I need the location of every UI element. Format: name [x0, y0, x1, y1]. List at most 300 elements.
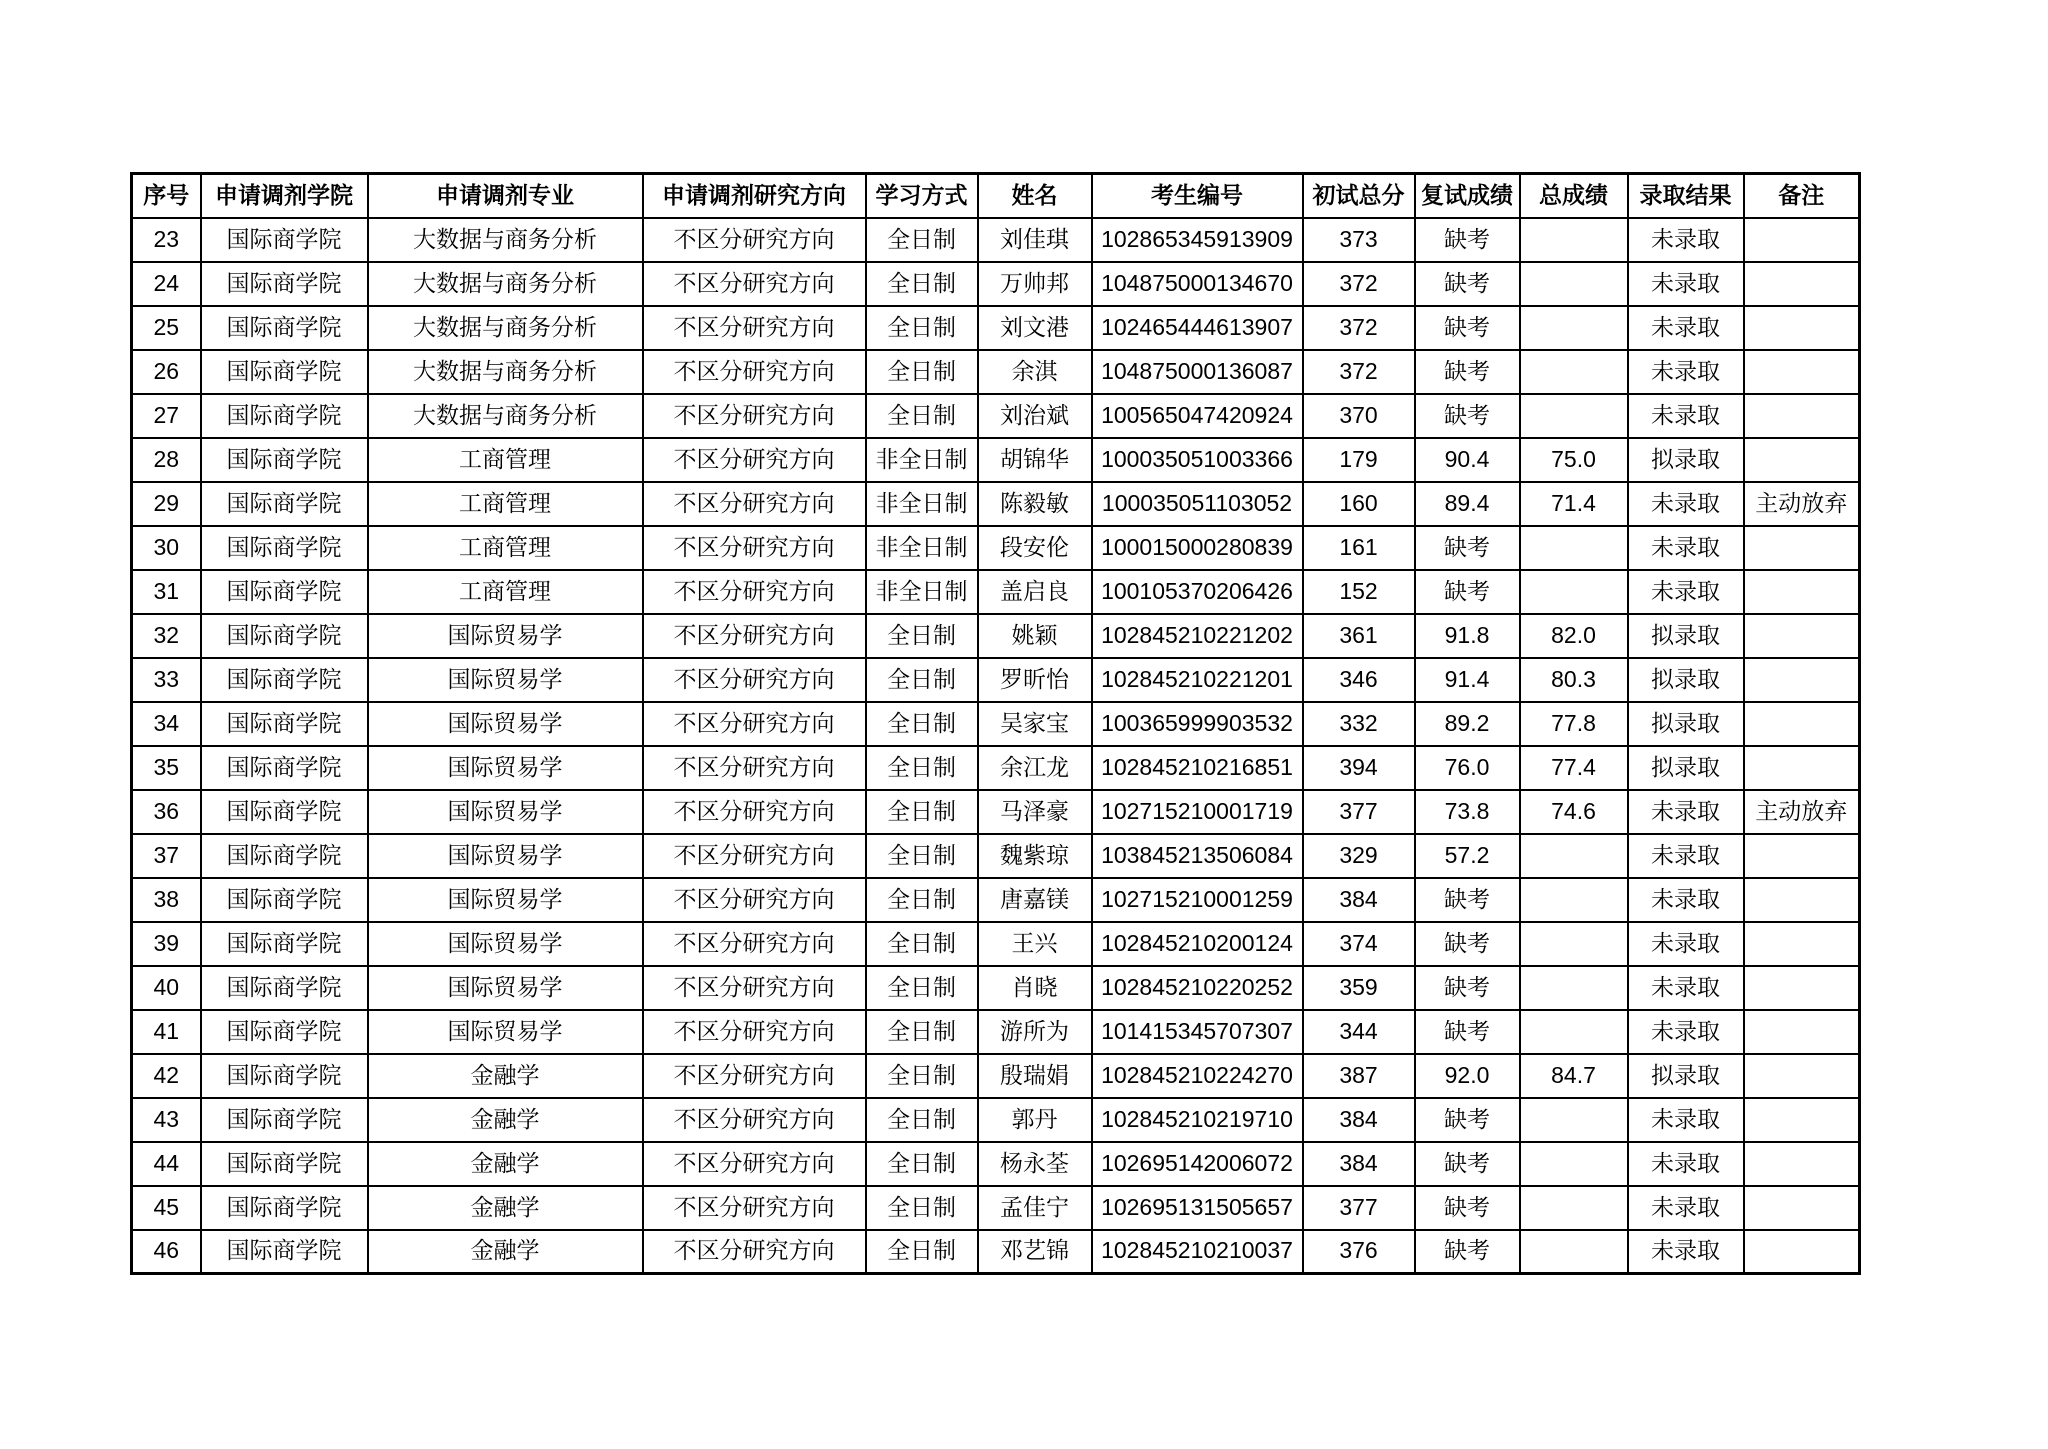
total-score-cell: 77.8 — [1520, 702, 1628, 746]
research-direction-cell: 不区分研究方向 — [643, 1230, 866, 1274]
college-cell: 国际商学院 — [201, 966, 368, 1010]
research-direction-cell: 不区分研究方向 — [643, 218, 866, 262]
candidate-name-cell: 游所为 — [978, 1010, 1092, 1054]
remark-cell — [1744, 922, 1860, 966]
candidate-name-cell: 刘文港 — [978, 306, 1092, 350]
college-cell: 国际商学院 — [201, 834, 368, 878]
initial-score-cell: 329 — [1303, 834, 1415, 878]
initial-score-cell: 152 — [1303, 570, 1415, 614]
candidate-id-cell: 102845210221201 — [1092, 658, 1303, 702]
candidate-id-cell: 100035051103052 — [1092, 482, 1303, 526]
major-cell: 国际贸易学 — [368, 614, 643, 658]
retest-score-cell: 76.0 — [1415, 746, 1520, 790]
retest-score-cell: 缺考 — [1415, 1230, 1520, 1274]
candidate-id-cell: 102845210216851 — [1092, 746, 1303, 790]
major-cell: 国际贸易学 — [368, 922, 643, 966]
candidate-id-cell: 102845210200124 — [1092, 922, 1303, 966]
header-serial-number: 序号 — [132, 174, 201, 218]
candidate-name-cell: 余江龙 — [978, 746, 1092, 790]
total-score-cell — [1520, 306, 1628, 350]
major-cell: 国际贸易学 — [368, 746, 643, 790]
retest-score-cell: 92.0 — [1415, 1054, 1520, 1098]
retest-score-cell: 缺考 — [1415, 1142, 1520, 1186]
college-cell: 国际商学院 — [201, 1230, 368, 1274]
college-cell: 国际商学院 — [201, 658, 368, 702]
candidate-id-cell: 102845210221202 — [1092, 614, 1303, 658]
research-direction-cell: 不区分研究方向 — [643, 1186, 866, 1230]
row-number-cell: 24 — [132, 262, 201, 306]
study-mode-cell: 全日制 — [866, 658, 978, 702]
table-row — [132, 526, 1860, 570]
retest-score-cell: 89.2 — [1415, 702, 1520, 746]
total-score-cell — [1520, 878, 1628, 922]
table-row — [132, 658, 1860, 702]
research-direction-cell: 不区分研究方向 — [643, 1142, 866, 1186]
total-score-cell — [1520, 1142, 1628, 1186]
row-number-cell: 23 — [132, 218, 201, 262]
retest-score-cell: 缺考 — [1415, 966, 1520, 1010]
table-row — [132, 482, 1860, 526]
admission-result-cell: 未录取 — [1628, 350, 1744, 394]
table-row — [132, 438, 1860, 482]
candidate-id-cell: 102845210220252 — [1092, 966, 1303, 1010]
major-cell: 工商管理 — [368, 570, 643, 614]
total-score-cell — [1520, 1010, 1628, 1054]
admission-result-cell: 未录取 — [1628, 218, 1744, 262]
college-cell: 国际商学院 — [201, 482, 368, 526]
research-direction-cell: 不区分研究方向 — [643, 658, 866, 702]
row-number-cell: 30 — [132, 526, 201, 570]
table-row — [132, 878, 1860, 922]
candidate-id-cell: 102695131505657 — [1092, 1186, 1303, 1230]
admission-result-cell: 未录取 — [1628, 1142, 1744, 1186]
study-mode-cell: 非全日制 — [866, 482, 978, 526]
total-score-cell: 84.7 — [1520, 1054, 1628, 1098]
row-number-cell: 41 — [132, 1010, 201, 1054]
total-score-cell: 80.3 — [1520, 658, 1628, 702]
candidate-id-cell: 102845210219710 — [1092, 1098, 1303, 1142]
table-row — [132, 350, 1860, 394]
header-row — [132, 174, 1860, 218]
row-number-cell: 29 — [132, 482, 201, 526]
remark-cell: 主动放弃 — [1744, 482, 1860, 526]
table-row — [132, 614, 1860, 658]
total-score-cell: 82.0 — [1520, 614, 1628, 658]
row-number-cell: 36 — [132, 790, 201, 834]
major-cell: 金融学 — [368, 1186, 643, 1230]
table-row — [132, 966, 1860, 1010]
major-cell: 大数据与商务分析 — [368, 350, 643, 394]
major-cell: 金融学 — [368, 1054, 643, 1098]
total-score-cell: 71.4 — [1520, 482, 1628, 526]
admission-result-cell: 拟录取 — [1628, 438, 1744, 482]
total-score-cell — [1520, 1098, 1628, 1142]
admission-result-cell: 未录取 — [1628, 306, 1744, 350]
college-cell: 国际商学院 — [201, 1054, 368, 1098]
major-cell: 国际贸易学 — [368, 966, 643, 1010]
admission-result-cell: 未录取 — [1628, 526, 1744, 570]
major-cell: 大数据与商务分析 — [368, 394, 643, 438]
retest-score-cell: 缺考 — [1415, 262, 1520, 306]
table-row — [132, 746, 1860, 790]
initial-score-cell: 344 — [1303, 1010, 1415, 1054]
study-mode-cell: 全日制 — [866, 1098, 978, 1142]
initial-score-cell: 376 — [1303, 1230, 1415, 1274]
header-retest-score: 复试成绩 — [1415, 174, 1520, 218]
row-number-cell: 42 — [132, 1054, 201, 1098]
study-mode-cell: 全日制 — [866, 1230, 978, 1274]
candidate-name-cell: 陈毅敏 — [978, 482, 1092, 526]
research-direction-cell: 不区分研究方向 — [643, 570, 866, 614]
remark-cell — [1744, 702, 1860, 746]
research-direction-cell: 不区分研究方向 — [643, 702, 866, 746]
research-direction-cell: 不区分研究方向 — [643, 1098, 866, 1142]
row-number-cell: 32 — [132, 614, 201, 658]
candidate-name-cell: 刘治斌 — [978, 394, 1092, 438]
initial-score-cell: 372 — [1303, 350, 1415, 394]
candidate-id-cell: 102865345913909 — [1092, 218, 1303, 262]
candidate-name-cell: 段安伦 — [978, 526, 1092, 570]
table-row — [132, 1230, 1860, 1274]
major-cell: 工商管理 — [368, 482, 643, 526]
row-number-cell: 35 — [132, 746, 201, 790]
major-cell: 金融学 — [368, 1230, 643, 1274]
remark-cell — [1744, 1054, 1860, 1098]
total-score-cell — [1520, 1230, 1628, 1274]
candidate-name-cell: 郭丹 — [978, 1098, 1092, 1142]
major-cell: 大数据与商务分析 — [368, 306, 643, 350]
initial-score-cell: 161 — [1303, 526, 1415, 570]
header-major: 申请调剂专业 — [368, 174, 643, 218]
college-cell: 国际商学院 — [201, 262, 368, 306]
row-number-cell: 25 — [132, 306, 201, 350]
admission-result-cell: 未录取 — [1628, 1098, 1744, 1142]
row-number-cell: 26 — [132, 350, 201, 394]
table-row — [132, 834, 1860, 878]
row-number-cell: 28 — [132, 438, 201, 482]
header-candidate-id: 考生编号 — [1092, 174, 1303, 218]
row-number-cell: 38 — [132, 878, 201, 922]
row-number-cell: 40 — [132, 966, 201, 1010]
study-mode-cell: 全日制 — [866, 394, 978, 438]
remark-cell — [1744, 1010, 1860, 1054]
total-score-cell: 74.6 — [1520, 790, 1628, 834]
admission-result-cell: 未录取 — [1628, 394, 1744, 438]
initial-score-cell: 384 — [1303, 878, 1415, 922]
college-cell: 国际商学院 — [201, 570, 368, 614]
admission-result-cell: 未录取 — [1628, 1186, 1744, 1230]
major-cell: 金融学 — [368, 1098, 643, 1142]
initial-score-cell: 377 — [1303, 1186, 1415, 1230]
candidate-name-cell: 王兴 — [978, 922, 1092, 966]
study-mode-cell: 全日制 — [866, 1054, 978, 1098]
header-research-direction: 申请调剂研究方向 — [643, 174, 866, 218]
table-row — [132, 702, 1860, 746]
study-mode-cell: 全日制 — [866, 262, 978, 306]
header-name: 姓名 — [978, 174, 1092, 218]
candidate-name-cell: 唐嘉镁 — [978, 878, 1092, 922]
candidate-name-cell: 万帅邦 — [978, 262, 1092, 306]
remark-cell — [1744, 1230, 1860, 1274]
college-cell: 国际商学院 — [201, 306, 368, 350]
initial-score-cell: 394 — [1303, 746, 1415, 790]
total-score-cell — [1520, 570, 1628, 614]
major-cell: 国际贸易学 — [368, 834, 643, 878]
initial-score-cell: 346 — [1303, 658, 1415, 702]
major-cell: 国际贸易学 — [368, 702, 643, 746]
admission-result-cell: 未录取 — [1628, 1010, 1744, 1054]
row-number-cell: 39 — [132, 922, 201, 966]
remark-cell — [1744, 834, 1860, 878]
total-score-cell — [1520, 526, 1628, 570]
row-number-cell: 46 — [132, 1230, 201, 1274]
study-mode-cell: 全日制 — [866, 746, 978, 790]
candidate-id-cell: 102715210001259 — [1092, 878, 1303, 922]
admission-result-cell: 拟录取 — [1628, 1054, 1744, 1098]
retest-score-cell: 缺考 — [1415, 394, 1520, 438]
candidate-name-cell: 魏紫琼 — [978, 834, 1092, 878]
initial-score-cell: 374 — [1303, 922, 1415, 966]
major-cell: 国际贸易学 — [368, 878, 643, 922]
candidate-id-cell: 103845213506084 — [1092, 834, 1303, 878]
candidate-name-cell: 杨永荃 — [978, 1142, 1092, 1186]
table-header — [132, 174, 1860, 218]
candidate-id-cell: 102695142006072 — [1092, 1142, 1303, 1186]
row-number-cell: 37 — [132, 834, 201, 878]
candidate-name-cell: 吴家宝 — [978, 702, 1092, 746]
research-direction-cell: 不区分研究方向 — [643, 526, 866, 570]
remark-cell — [1744, 438, 1860, 482]
retest-score-cell: 缺考 — [1415, 1010, 1520, 1054]
table-row — [132, 570, 1860, 614]
research-direction-cell: 不区分研究方向 — [643, 834, 866, 878]
candidate-id-cell: 102845210210037 — [1092, 1230, 1303, 1274]
college-cell: 国际商学院 — [201, 790, 368, 834]
study-mode-cell: 全日制 — [866, 790, 978, 834]
initial-score-cell: 372 — [1303, 262, 1415, 306]
remark-cell — [1744, 306, 1860, 350]
major-cell: 国际贸易学 — [368, 1010, 643, 1054]
header-admission-result: 录取结果 — [1628, 174, 1744, 218]
total-score-cell — [1520, 1186, 1628, 1230]
row-number-cell: 34 — [132, 702, 201, 746]
candidate-name-cell: 肖晓 — [978, 966, 1092, 1010]
study-mode-cell: 全日制 — [866, 218, 978, 262]
college-cell: 国际商学院 — [201, 526, 368, 570]
candidate-id-cell: 102715210001719 — [1092, 790, 1303, 834]
major-cell: 大数据与商务分析 — [368, 262, 643, 306]
candidate-id-cell: 100365999903532 — [1092, 702, 1303, 746]
table-row — [132, 922, 1860, 966]
research-direction-cell: 不区分研究方向 — [643, 482, 866, 526]
retest-score-cell: 91.4 — [1415, 658, 1520, 702]
remark-cell — [1744, 526, 1860, 570]
admission-result-cell: 未录取 — [1628, 966, 1744, 1010]
initial-score-cell: 332 — [1303, 702, 1415, 746]
candidate-id-cell: 100015000280839 — [1092, 526, 1303, 570]
study-mode-cell: 全日制 — [866, 1010, 978, 1054]
major-cell: 金融学 — [368, 1142, 643, 1186]
total-score-cell: 77.4 — [1520, 746, 1628, 790]
table-row — [132, 790, 1860, 834]
research-direction-cell: 不区分研究方向 — [643, 1054, 866, 1098]
remark-cell — [1744, 262, 1860, 306]
admission-result-cell: 未录取 — [1628, 878, 1744, 922]
remark-cell — [1744, 1142, 1860, 1186]
research-direction-cell: 不区分研究方向 — [643, 262, 866, 306]
study-mode-cell: 全日制 — [866, 834, 978, 878]
research-direction-cell: 不区分研究方向 — [643, 1010, 866, 1054]
study-mode-cell: 全日制 — [866, 350, 978, 394]
study-mode-cell: 非全日制 — [866, 570, 978, 614]
college-cell: 国际商学院 — [201, 218, 368, 262]
college-cell: 国际商学院 — [201, 1098, 368, 1142]
retest-score-cell: 57.2 — [1415, 834, 1520, 878]
research-direction-cell: 不区分研究方向 — [643, 394, 866, 438]
remark-cell — [1744, 746, 1860, 790]
candidate-name-cell: 殷瑞娟 — [978, 1054, 1092, 1098]
college-cell: 国际商学院 — [201, 1142, 368, 1186]
retest-score-cell: 缺考 — [1415, 350, 1520, 394]
candidate-name-cell: 马泽豪 — [978, 790, 1092, 834]
admission-result-cell: 未录取 — [1628, 922, 1744, 966]
remark-cell — [1744, 614, 1860, 658]
row-number-cell: 45 — [132, 1186, 201, 1230]
candidate-name-cell: 盖启良 — [978, 570, 1092, 614]
research-direction-cell: 不区分研究方向 — [643, 922, 866, 966]
initial-score-cell: 160 — [1303, 482, 1415, 526]
candidate-id-cell: 100565047420924 — [1092, 394, 1303, 438]
header-college: 申请调剂学院 — [201, 174, 368, 218]
study-mode-cell: 全日制 — [866, 614, 978, 658]
retest-score-cell: 缺考 — [1415, 1098, 1520, 1142]
row-number-cell: 33 — [132, 658, 201, 702]
candidate-id-cell: 100035051003366 — [1092, 438, 1303, 482]
remark-cell — [1744, 350, 1860, 394]
admission-result-table — [130, 172, 1861, 1275]
remark-cell: 主动放弃 — [1744, 790, 1860, 834]
table-row — [132, 1098, 1860, 1142]
study-mode-cell: 全日制 — [866, 702, 978, 746]
initial-score-cell: 384 — [1303, 1142, 1415, 1186]
major-cell: 国际贸易学 — [368, 658, 643, 702]
table-row — [132, 1186, 1860, 1230]
research-direction-cell: 不区分研究方向 — [643, 966, 866, 1010]
admission-result-cell: 拟录取 — [1628, 746, 1744, 790]
admission-result-cell: 未录取 — [1628, 262, 1744, 306]
header-total-score: 总成绩 — [1520, 174, 1628, 218]
college-cell: 国际商学院 — [201, 350, 368, 394]
initial-score-cell: 370 — [1303, 394, 1415, 438]
row-number-cell: 31 — [132, 570, 201, 614]
admission-result-cell: 拟录取 — [1628, 702, 1744, 746]
major-cell: 大数据与商务分析 — [368, 218, 643, 262]
college-cell: 国际商学院 — [201, 394, 368, 438]
table-row — [132, 262, 1860, 306]
retest-score-cell: 缺考 — [1415, 1186, 1520, 1230]
research-direction-cell: 不区分研究方向 — [643, 878, 866, 922]
major-cell: 国际贸易学 — [368, 790, 643, 834]
college-cell: 国际商学院 — [201, 1186, 368, 1230]
initial-score-cell: 373 — [1303, 218, 1415, 262]
retest-score-cell: 缺考 — [1415, 218, 1520, 262]
research-direction-cell: 不区分研究方向 — [643, 438, 866, 482]
study-mode-cell: 全日制 — [866, 306, 978, 350]
candidate-name-cell: 姚颖 — [978, 614, 1092, 658]
row-number-cell: 44 — [132, 1142, 201, 1186]
initial-score-cell: 384 — [1303, 1098, 1415, 1142]
remark-cell — [1744, 218, 1860, 262]
table-body — [132, 218, 1860, 1274]
study-mode-cell: 全日制 — [866, 966, 978, 1010]
retest-score-cell: 缺考 — [1415, 526, 1520, 570]
total-score-cell — [1520, 922, 1628, 966]
total-score-cell — [1520, 218, 1628, 262]
candidate-name-cell: 胡锦华 — [978, 438, 1092, 482]
initial-score-cell: 179 — [1303, 438, 1415, 482]
admission-result-cell: 未录取 — [1628, 570, 1744, 614]
study-mode-cell: 全日制 — [866, 878, 978, 922]
candidate-name-cell: 罗昕怡 — [978, 658, 1092, 702]
retest-score-cell: 91.8 — [1415, 614, 1520, 658]
candidate-id-cell: 100105370206426 — [1092, 570, 1303, 614]
remark-cell — [1744, 966, 1860, 1010]
college-cell: 国际商学院 — [201, 878, 368, 922]
research-direction-cell: 不区分研究方向 — [643, 614, 866, 658]
college-cell: 国际商学院 — [201, 614, 368, 658]
table-row — [132, 218, 1860, 262]
total-score-cell — [1520, 262, 1628, 306]
table-row — [132, 394, 1860, 438]
college-cell: 国际商学院 — [201, 1010, 368, 1054]
study-mode-cell: 全日制 — [866, 1186, 978, 1230]
candidate-id-cell: 102845210224270 — [1092, 1054, 1303, 1098]
header-study-mode: 学习方式 — [866, 174, 978, 218]
retest-score-cell: 缺考 — [1415, 922, 1520, 966]
research-direction-cell: 不区分研究方向 — [643, 350, 866, 394]
header-remark: 备注 — [1744, 174, 1860, 218]
college-cell: 国际商学院 — [201, 438, 368, 482]
table-row — [132, 1010, 1860, 1054]
retest-score-cell: 缺考 — [1415, 570, 1520, 614]
remark-cell — [1744, 1098, 1860, 1142]
initial-score-cell: 361 — [1303, 614, 1415, 658]
major-cell: 工商管理 — [368, 526, 643, 570]
admission-result-cell: 未录取 — [1628, 834, 1744, 878]
total-score-cell: 75.0 — [1520, 438, 1628, 482]
admission-result-cell: 未录取 — [1628, 1230, 1744, 1274]
candidate-id-cell: 104875000136087 — [1092, 350, 1303, 394]
research-direction-cell: 不区分研究方向 — [643, 306, 866, 350]
candidate-id-cell: 102465444613907 — [1092, 306, 1303, 350]
study-mode-cell: 非全日制 — [866, 526, 978, 570]
initial-score-cell: 359 — [1303, 966, 1415, 1010]
candidate-id-cell: 104875000134670 — [1092, 262, 1303, 306]
study-mode-cell: 全日制 — [866, 1142, 978, 1186]
remark-cell — [1744, 570, 1860, 614]
study-mode-cell: 全日制 — [866, 922, 978, 966]
candidate-name-cell: 余淇 — [978, 350, 1092, 394]
candidate-id-cell: 101415345707307 — [1092, 1010, 1303, 1054]
table-row — [132, 1054, 1860, 1098]
retest-score-cell: 89.4 — [1415, 482, 1520, 526]
initial-score-cell: 372 — [1303, 306, 1415, 350]
study-mode-cell: 非全日制 — [866, 438, 978, 482]
retest-score-cell: 缺考 — [1415, 306, 1520, 350]
remark-cell — [1744, 878, 1860, 922]
header-initial-score: 初试总分 — [1303, 174, 1415, 218]
initial-score-cell: 387 — [1303, 1054, 1415, 1098]
